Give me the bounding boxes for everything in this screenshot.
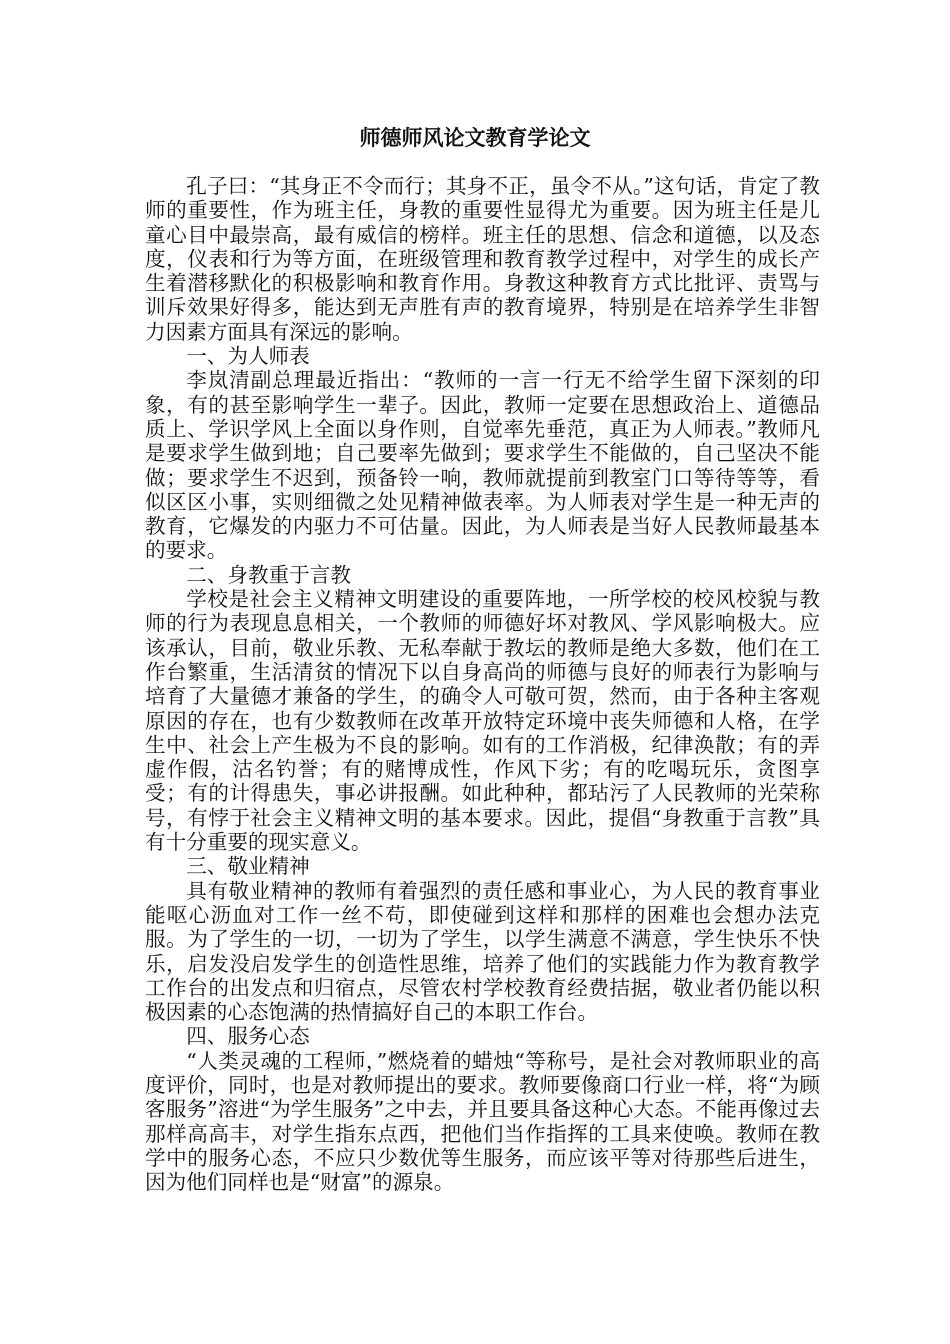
section-heading-1: 一、为人师表 [186, 344, 310, 369]
section-heading-2: 二、身教重于言教 [186, 562, 351, 587]
section-paragraph-1: 李岚清副总理最近指出：“教师的一言一行无不给学生留下深刻的印象，有的甚至影响学生一辈子。因此，教师一定要在思想政治上、道德品质上、学识学风上全面以身作则，自觉率先垂范，真正为人师表。”教师凡是要求学生做到地；自己要率先做到；要求学生不能做的，自己坚决不能做；要求学生不迟到，预备铃一响，教师就提前到教室门口等待等等，看似区区小事，实则细微之处见精神做表率。为人师表对学生是一种无声的教育，它爆发的内驱力不可估量。因此，为人师表是当好人民教师最基本的要求。 [145, 368, 820, 563]
section-paragraph-4: “人类灵魂的工程师，”燃烧着的蜡烛“等称号，是社会对教师职业的高度评价，同时，也是对教师提出的要求。教师要像商口行业一样，将“为顾客服务”溶进“为学生服务”之中去，并且要具备这种心大态。不能再像过去那样高高丰，对学生指东点西，把他们当作指挥的工具来使唤。教师在教学中的服务心态，不应只少数优等生服务，而应该平等对待那些后进生，因为他们同样也是“财富”的源泉。 [145, 1048, 820, 1195]
intro-paragraph: 孔子曰：“其身正不令而行；其身不正，虽令不从。”这句话，肯定了教师的重要性，作为班主任，身教的重要性显得尤为重要。因为班主任是儿童心目中最崇高，最有威信的榜样。班主任的思想、信念和道德，以及态度，仪表和行为等方面，在班级管理和教育教学过程中，对学生的成长产生着潜移默化的积极影响和教育作用。身教这种教育方式比批评、责骂与训斥效果好得多，能达到无声胜有声的教育境界，特别是在培养学生非智力因素方面具有深远的影响。 [145, 174, 820, 344]
section-heading-3: 三、敬业精神 [186, 854, 310, 879]
document-body [145, 174, 820, 1194]
document-title: 师德师风论文教育学论文 [359, 125, 591, 150]
section-paragraph-3: 具有敬业精神的教师有着强烈的责任感和事业心，为人民的教育事业能呕心沥血对工作一丝不苟，即使碰到这样和那样的困难也会想办法克服。为了学生的一切，一切为了学生，以学生满意不满意，学生快乐不快乐，启发没启发学生的创造性思维，培养了他们的实践能力作为教育教学工作台的出发点和归宿点，尽管农村学校教育经费拮据，敬业者仍能以积极因素的心态饱满的热情搞好自己的本职工作台。 [145, 878, 820, 1025]
section-paragraph-2: 学校是社会主义精神文明建设的重要阵地，一所学校的校风校貌与教师的行为表现息息相关，一个教师的师德好坏对教风、学风影响极大。应该承认，目前，敬业乐教、无私奉献于教坛的教师是绝大多数，他们在工作台繁重，生活清贫的情况下以自身高尚的师德与良好的师表行为影响与培育了大量德才兼备的学生，的确令人可敬可贺，然而，由于各种主客观原因的存在，也有少数教师在改革开放特定环境中丧失师德和人格，在学生中、社会上产生极为不良的影响。如有的工作消极，纪律涣散；有的弄虚作假，沽名钓誉；有的赌博成性，作风下劣；有的吃喝玩乐，贪图享受；有的计得患失，事必讲报酬。如此种种，都玷污了人民教师的光荣称号，有悖于社会主义精神文明的基本要求。因此，提倡“身教重于言教”具有十分重要的现实意义。 [145, 587, 820, 855]
section-heading-4: 四、服务心态 [186, 1024, 310, 1049]
